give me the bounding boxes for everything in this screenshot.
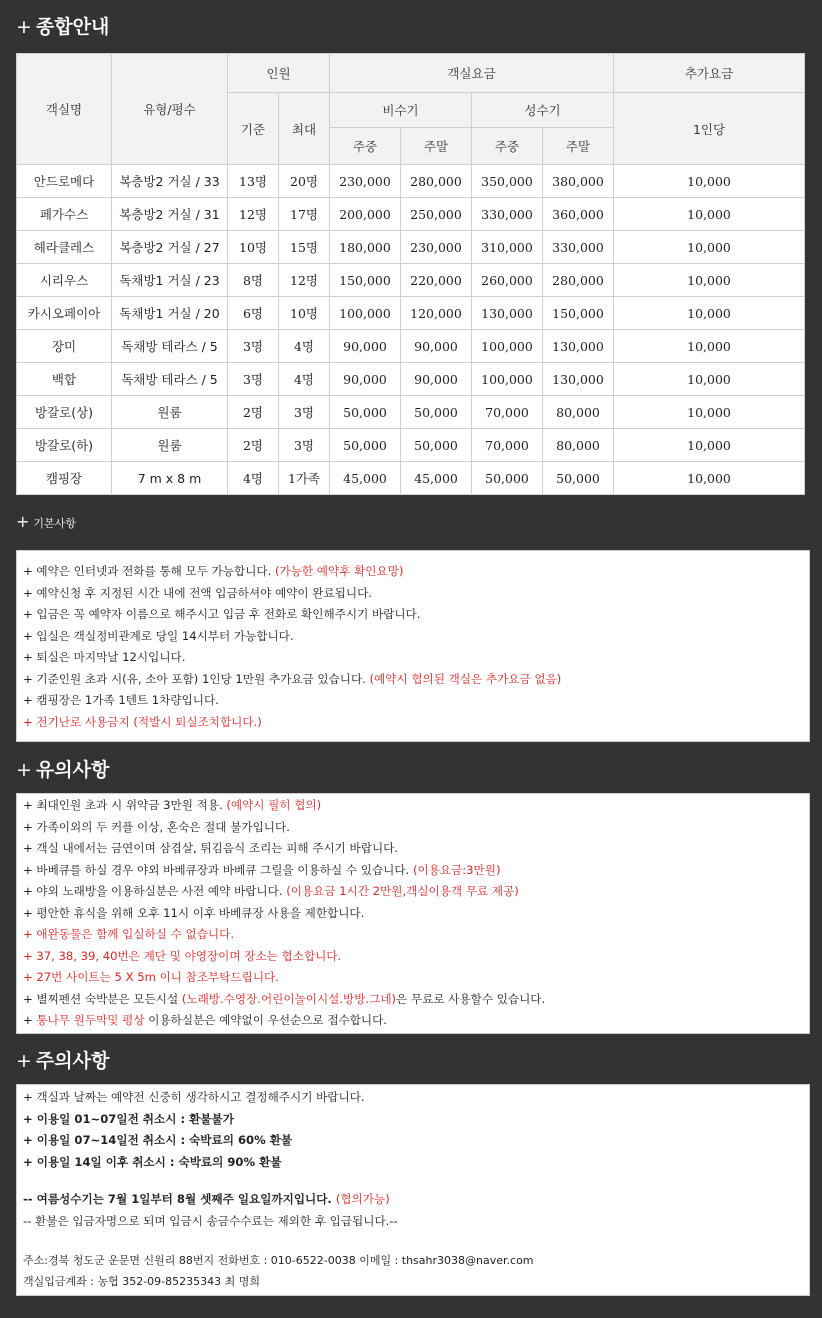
header-std: 기준: [228, 93, 279, 165]
table-cell: 330,000: [472, 198, 543, 231]
account-line: 객실입금계좌 : 농협 352-09-85235343 최 명희: [23, 1275, 260, 1288]
table-cell: 10,000: [614, 462, 805, 495]
table-cell: 원룸: [112, 429, 228, 462]
table-cell: 10,000: [614, 264, 805, 297]
table-cell: 12명: [279, 264, 330, 297]
header-off-season: 비수기: [330, 93, 472, 128]
refund-note: -- 환불은 입금자명으로 되며 입금시 송금수수료는 제외한 후 입급됩니다.--: [23, 1213, 398, 1228]
table-row: [17, 429, 805, 462]
table-cell: 시리우스: [17, 264, 112, 297]
table-cell: 220,000: [401, 264, 472, 297]
table-cell: 독채방 테라스 / 5: [112, 330, 228, 363]
table-cell: 90,000: [401, 330, 472, 363]
basic-info-line: + 캠핑장은 1가족 1텐트 1차량입니다.: [23, 693, 219, 707]
refund-policy-2: + 이용일 07~14일전 취소시 : 숙박료의 60% 환불: [23, 1133, 293, 1147]
table-cell: 80,000: [543, 429, 614, 462]
table-cell: 15명: [279, 231, 330, 264]
header-rate: 객실요금: [330, 54, 614, 93]
table-cell: 7 m x 8 m: [112, 462, 228, 495]
basic-info-line: + 예약신청 후 지정된 시간 내에 전액 입금하셔야 예약이 완료됩니다.: [23, 585, 372, 600]
basic-info-line: + 기준인원 초과 시(유, 소아 포함) 1인당 1만원 추가요금 있습니다. (예약시 협의된 객실은 추가요금 없음): [23, 671, 562, 686]
caution-line: + 야외 노래방을 이용하실분은 사전 예약 바랍니다. (이용요금 1시간 2만원,객실이용객 무료 제공): [23, 884, 519, 898]
header-off-weekend: 주말: [401, 128, 472, 165]
table-cell: 45,000: [401, 462, 472, 495]
table-cell: 70,000: [472, 396, 543, 429]
plus-icon: +: [16, 1050, 32, 1072]
header-type: 유형/평수: [112, 54, 228, 165]
table-cell: 3명: [279, 429, 330, 462]
header-room: 객실명: [17, 54, 112, 165]
table-row: [17, 462, 805, 495]
table-cell: 복층방2 거실 / 33: [112, 165, 228, 198]
peak-season-line: -- 여름성수기는 7월 1일부터 8월 셋째주 일요일까지입니다. (협의가능): [23, 1192, 390, 1206]
table-row: [17, 363, 805, 396]
table-cell: 페가수스: [17, 198, 112, 231]
table-cell: 280,000: [543, 264, 614, 297]
table-cell: 150,000: [543, 297, 614, 330]
header-peak-season: 성수기: [472, 93, 614, 128]
header-off-weekday: 주중: [330, 128, 401, 165]
table-cell: 280,000: [401, 165, 472, 198]
caution-line: + 최대인원 초과 시 위약금 3만원 적용. (예약시 필히 협의): [23, 798, 322, 812]
table-cell: 13명: [228, 165, 279, 198]
table-cell: 130,000: [543, 363, 614, 396]
table-cell: 230,000: [401, 231, 472, 264]
refund-policy-3: + 이용일 14일 이후 취소시 : 숙박료의 90% 환불: [23, 1154, 282, 1169]
table-cell: 안드로메다: [17, 165, 112, 198]
table-cell: 260,000: [472, 264, 543, 297]
table-cell: 360,000: [543, 198, 614, 231]
table-cell: 10,000: [614, 363, 805, 396]
table-cell: 10명: [279, 297, 330, 330]
table-row: [17, 330, 805, 363]
caution-line: + 별찌펜션 숙박분은 모든시설 (노래방.수영장.어린이놀이시설.방방.그네)은 무료로 사용할수 있습니다.: [23, 991, 546, 1006]
table-row: [17, 396, 805, 429]
table-cell: 50,000: [401, 429, 472, 462]
table-cell: 150,000: [330, 264, 401, 297]
table-cell: 50,000: [330, 396, 401, 429]
table-cell: 4명: [279, 363, 330, 396]
table-cell: 120,000: [401, 297, 472, 330]
table-cell: 6명: [228, 297, 279, 330]
table-cell: 130,000: [472, 297, 543, 330]
table-cell: 180,000: [330, 231, 401, 264]
table-cell: 독채방1 거실 / 23: [112, 264, 228, 297]
table-cell: 4명: [279, 330, 330, 363]
table-row: [17, 231, 805, 264]
table-cell: 310,000: [472, 231, 543, 264]
table-cell: 2명: [228, 429, 279, 462]
table-cell: 장미: [17, 330, 112, 363]
table-cell: 3명: [279, 396, 330, 429]
table-cell: 90,000: [401, 363, 472, 396]
table-row: [17, 264, 805, 297]
caution-line: + 37, 38, 39, 40번은 계단 및 야영장이며 장소는 협소합니다.: [23, 948, 342, 963]
table-cell: 8명: [228, 264, 279, 297]
header-peak-weekend: 주말: [543, 128, 614, 165]
caution-box: [16, 793, 810, 1034]
table-cell: 10,000: [614, 297, 805, 330]
table-cell: 10,000: [614, 198, 805, 231]
table-cell: 380,000: [543, 165, 614, 198]
table-row: [17, 297, 805, 330]
room-rate-table: [16, 53, 805, 495]
table-cell: 복층방2 거실 / 31: [112, 198, 228, 231]
table-cell: 4명: [228, 462, 279, 495]
basic-info-line: + 예약은 인터넷과 전화를 통해 모두 가능합니다. (가능한 예약후 확인요망): [23, 564, 404, 578]
table-cell: 3명: [228, 330, 279, 363]
header-peak-weekday: 주중: [472, 128, 543, 165]
table-cell: 10,000: [614, 396, 805, 429]
section-title-overview: + 종합안내: [16, 16, 110, 38]
basic-info-line: + 전기난로 사용금지 (적발시 퇴실조치합니다.): [23, 714, 262, 729]
table-cell: 방갈로(상): [17, 396, 112, 429]
section-title-basic: + 기본사항: [16, 512, 76, 531]
table-cell: 독채방 테라스 / 5: [112, 363, 228, 396]
table-cell: 캠핑장: [17, 462, 112, 495]
table-cell: 17명: [279, 198, 330, 231]
table-cell: 50,000: [472, 462, 543, 495]
basic-info-line: + 입금은 꼭 예약자 이름으로 해주시고 입금 후 전화로 확인해주시기 바랍니다.: [23, 607, 421, 621]
caution-line: + 통나무 원두막및 평상 이용하실분은 예약없이 우선순으로 접수합니다.: [23, 1013, 387, 1027]
plus-icon: +: [16, 512, 30, 531]
table-cell: 80,000: [543, 396, 614, 429]
header-max: 최대: [279, 93, 330, 165]
basic-info-box: [16, 550, 810, 742]
table-cell: 90,000: [330, 330, 401, 363]
basic-info-line: + 퇴실은 마지막날 12시입니다.: [23, 650, 186, 664]
table-cell: 10,000: [614, 429, 805, 462]
table-row: [17, 198, 805, 231]
table-cell: 10,000: [614, 165, 805, 198]
address-line: 주소:경북 청도군 운문면 신원리 88번지 전화번호 : 010-6522-0038 이메일 : thsahr3038@naver.com: [23, 1254, 534, 1267]
table-cell: 70,000: [472, 429, 543, 462]
table-cell: 원룸: [112, 396, 228, 429]
table-cell: 2명: [228, 396, 279, 429]
notice-box: [16, 1084, 810, 1296]
header-extra: 추가요금: [614, 54, 805, 93]
caution-line: + 가족이외의 두 커플 이상, 혼숙은 절대 불가입니다.: [23, 819, 290, 834]
table-cell: 백합: [17, 363, 112, 396]
header-per-person: 1인당: [614, 93, 805, 165]
basic-info-line: + 입실은 객실정비관계로 당일 14시부터 가능합니다.: [23, 628, 294, 643]
plus-icon: +: [16, 759, 32, 781]
table-cell: 카시오페이아: [17, 297, 112, 330]
caution-line: + 객실 내에서는 금연이며 삼겹살, 튀김음식 조리는 피해 주시기 바랍니다.: [23, 841, 399, 855]
table-cell: 10명: [228, 231, 279, 264]
table-cell: 3명: [228, 363, 279, 396]
table-cell: 350,000: [472, 165, 543, 198]
table-cell: 90,000: [330, 363, 401, 396]
table-cell: 10,000: [614, 330, 805, 363]
header-people: 인원: [228, 54, 330, 93]
section-title-notice: + 주의사항: [16, 1050, 110, 1072]
table-cell: 330,000: [543, 231, 614, 264]
table-cell: 헤라클레스: [17, 231, 112, 264]
table-cell: 45,000: [330, 462, 401, 495]
table-cell: 100,000: [472, 363, 543, 396]
table-cell: 12명: [228, 198, 279, 231]
notice-line: + 객실과 날짜는 예약전 신중히 생각하시고 결정해주시기 바랍니다.: [23, 1090, 365, 1104]
caution-line: + 평안한 휴식을 위해 오후 11시 이후 바베큐장 사용을 제한합니다.: [23, 905, 365, 920]
table-cell: 1가족: [279, 462, 330, 495]
table-cell: 100,000: [330, 297, 401, 330]
table-cell: 50,000: [330, 429, 401, 462]
table-cell: 방갈로(하): [17, 429, 112, 462]
caution-line: + 애완동물은 함께 입실하실 수 없습니다.: [23, 927, 235, 941]
table-row: [17, 165, 805, 198]
caution-line: + 바베큐를 하실 경우 야외 바베큐장과 바베큐 그릴을 이용하실 수 있습니다. (이용요금:3만원): [23, 862, 501, 877]
table-cell: 250,000: [401, 198, 472, 231]
section-title-caution: + 유의사항: [16, 759, 110, 781]
table-cell: 130,000: [543, 330, 614, 363]
plus-icon: +: [16, 16, 32, 38]
table-cell: 독채방1 거실 / 20: [112, 297, 228, 330]
table-cell: 복층방2 거실 / 27: [112, 231, 228, 264]
table-cell: 230,000: [330, 165, 401, 198]
table-cell: 200,000: [330, 198, 401, 231]
table-cell: 10,000: [614, 231, 805, 264]
table-cell: 100,000: [472, 330, 543, 363]
caution-line: + 27번 사이트는 5 X 5m 이니 참조부탁드립니다.: [23, 970, 279, 984]
refund-policy-1: + 이용일 01~07일전 취소시 : 환불불가: [23, 1111, 234, 1126]
table-cell: 50,000: [543, 462, 614, 495]
table-cell: 20명: [279, 165, 330, 198]
table-cell: 50,000: [401, 396, 472, 429]
